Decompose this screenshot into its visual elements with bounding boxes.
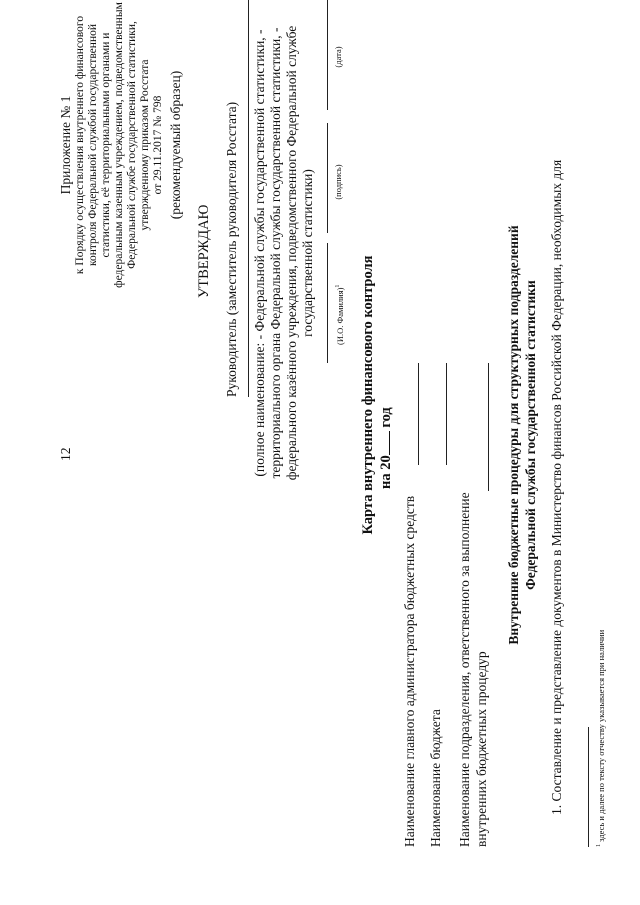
procedure-item: 1. Составление и представление документов в Министерство финансов Российской Федерации, необходимых для [549, 159, 564, 815]
full-name-line: федерального казённого учреждения, подведомственного Федеральной службе [284, 25, 299, 481]
field-line[interactable] [488, 363, 489, 491]
field-label: внутренних бюджетных процедур [474, 651, 489, 847]
card-year: на 20 год [378, 407, 394, 489]
name-line [327, 243, 328, 363]
signature-line [327, 123, 328, 233]
field-line[interactable] [446, 363, 447, 465]
signature-caption: (подпись) [333, 164, 343, 200]
sample-note: (рекомендуемый образец) [168, 70, 183, 220]
appendix-line: статистики, её территориальными органами и [100, 32, 112, 258]
approval-head-line: Руководитель (заместитель руководителя Росстата) [224, 101, 239, 397]
appendix-block [58, 0, 184, 295]
page-number: 12 [58, 447, 73, 461]
footnote-divider [588, 727, 589, 847]
field-label: Наименование главного администратора бюджетных средств [402, 495, 417, 847]
procedures-subtitle: Федеральной службы государственной статистики [523, 280, 538, 590]
full-name-block [252, 0, 316, 507]
full-name-line: территориального органа Федеральной службы государственной статистики, - [268, 27, 283, 479]
appendix-line: Федеральной службе государственной статистики, [126, 21, 138, 269]
date-line [327, 0, 328, 110]
approval-head-underline [248, 0, 249, 397]
appendix-line: от 29.11.2017 № 798 [152, 95, 164, 195]
appendix-title: Приложение № 1 [58, 95, 73, 195]
full-name-line: государственной статистики) [300, 169, 315, 337]
procedures-title: Внутренние бюджетные процедуры для структурных подразделений [506, 225, 521, 645]
appendix-line: утвержденному приказом Росстата [139, 59, 151, 231]
field-label: Наименование бюджета [428, 709, 443, 847]
appendix-line: контроля Федеральной службой государственной [87, 23, 99, 267]
date-caption: (дата) [333, 46, 343, 68]
full-name-line: (полное наименование: - Федеральной службы государственной статистики, - [252, 29, 267, 477]
footnote: $^1$ здесь и далее по тексту отчеству указывается при наличии [595, 629, 606, 847]
card-title: Карта внутреннего финансового контроля [360, 255, 376, 535]
appendix-line: федеральным казенным учреждением, подведомственным [113, 2, 125, 288]
field-label: Наименование подразделения, ответственного за выполнение [457, 492, 472, 847]
appendix-line: к Порядку осуществления внутреннего финансового [74, 15, 86, 275]
field-line[interactable] [418, 363, 419, 465]
name-caption: (И.О. Фамилия)$^1$ [334, 284, 345, 345]
approval-title: УТВЕРЖДАЮ [196, 204, 212, 298]
